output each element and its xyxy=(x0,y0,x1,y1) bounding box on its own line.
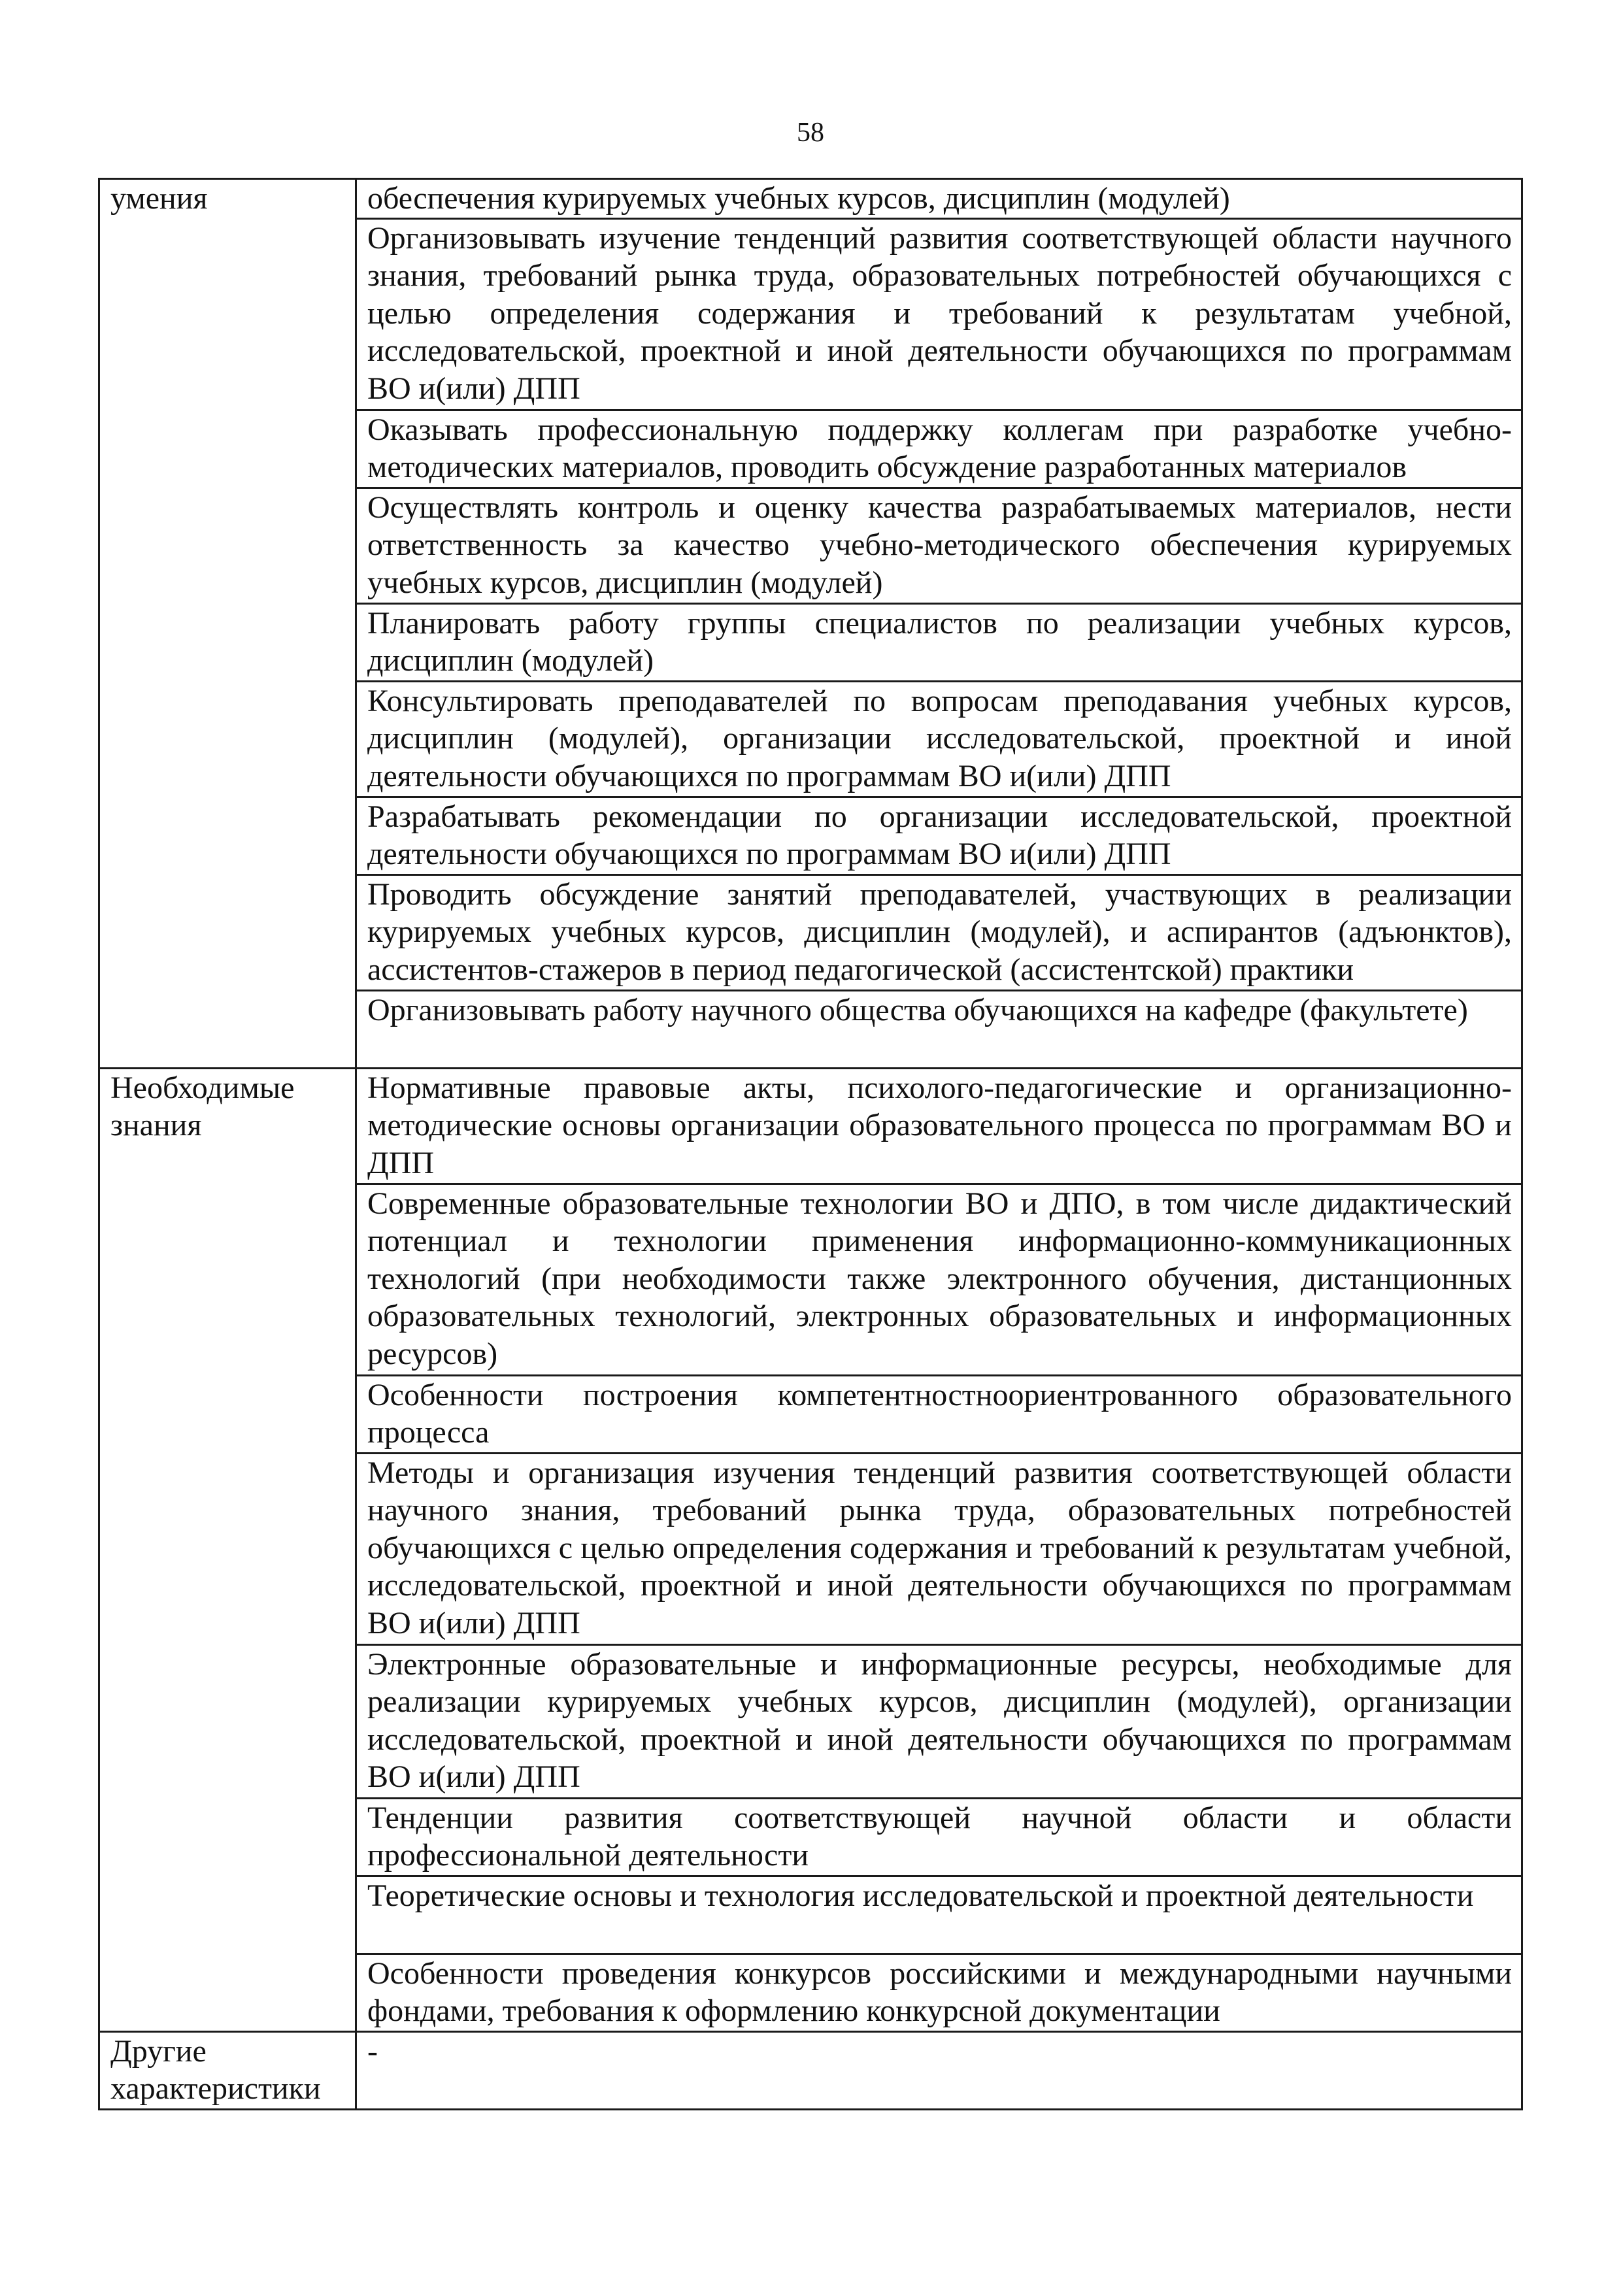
table-cell: Консультировать преподавателей по вопросам преподавания учебных курсов, дисциплин (модулей), организации исследовательской, проектной и иной деятельности обучающихся по программам ВО и(или) ДПП xyxy=(356,681,1522,797)
table-row xyxy=(99,1068,1522,1184)
table-cell: Особенности построения компетентностноориентрованного образовательного процесса xyxy=(356,1375,1522,1453)
row-label-other-characteristics: Другие характеристики xyxy=(99,2031,356,2109)
table-cell: Современные образовательные технологии ВО и ДПО, в том числе дидактический потенциал и технологии применения информационно-коммуникационных технологий (при необходимости также электронного обучения, дистанционных образовательных технологий, электронных образовательных и информационных ресурсов) xyxy=(356,1184,1522,1375)
table-cell: - xyxy=(356,2031,1522,2109)
table-cell: Оказывать профессиональную поддержку коллегам при разработке учебно-методических материалов, проводить обсуждение разработанных материалов xyxy=(356,410,1522,488)
table-cell: Разрабатывать рекомендации по организации исследовательской, проектной деятельности обучающихся по программам ВО и(или) ДПП xyxy=(356,797,1522,874)
table-cell: Теоретические основы и технология исследовательской и проектной деятельности xyxy=(356,1876,1522,1954)
row-label-required-knowledge: Необходимые знания xyxy=(99,1068,356,2031)
table-cell: Электронные образовательные и информационные ресурсы, необходимые для реализации курируемых учебных курсов, дисциплин (модулей), организации исследовательской, проектной и иной деятельности обучающихся по программам ВО и(или) ДПП xyxy=(356,1644,1522,1798)
row-label-skills: умения xyxy=(99,179,356,1069)
table-cell: Методы и организация изучения тенденций развития соответствующей области научного знания, требований рынка труда, образовательных потребностей обучающихся с целью определения содержания и требований к результатам учебной, исследовательской, проектной и иной деятельности обучающихся по программам ВО и(или) ДПП xyxy=(356,1453,1522,1644)
table-cell: Особенности проведения конкурсов российскими и международными научными фондами, требования к оформлению конкурсной документации xyxy=(356,1954,1522,2031)
table-cell: Проводить обсуждение занятий преподавателей, участвующих в реализации курируемых учебных курсов, дисциплин (модулей), и аспирантов (адъюнктов), ассистентов-стажеров в период педагогической (ассистентской) практики xyxy=(356,874,1522,990)
qualification-requirements-table xyxy=(98,178,1523,2110)
table-cell: обеспечения курируемых учебных курсов, дисциплин (модулей) xyxy=(356,179,1522,219)
table-row xyxy=(99,179,1522,219)
table-cell: Осуществлять контроль и оценку качества разрабатываемых материалов, нести ответственность за качество учебно-методического обеспечения курируемых учебных курсов, дисциплин (модулей) xyxy=(356,488,1522,603)
table-cell: Организовывать изучение тенденций развития соответствующей области научного знания, требований рынка труда, образовательных потребностей обучающихся с целью определения содержания и требований к результатам учебной, исследовательской, проектной и иной деятельности обучающихся по программам ВО и(или) ДПП xyxy=(356,218,1522,410)
table-cell: Планировать работу группы специалистов по реализации учебных курсов, дисциплин (модулей) xyxy=(356,603,1522,681)
table-cell: Организовывать работу научного общества обучающихся на кафедре (факультете) xyxy=(356,990,1522,1068)
page-number: 58 xyxy=(797,118,824,148)
table-cell: Тенденции развития соответствующей научной области и области профессиональной деятельности xyxy=(356,1798,1522,1876)
table-cell: Нормативные правовые акты, психолого-педагогические и организационно-методические основы организации образовательного процесса по программам ВО и ДПП xyxy=(356,1068,1522,1184)
table-row xyxy=(99,2031,1522,2109)
